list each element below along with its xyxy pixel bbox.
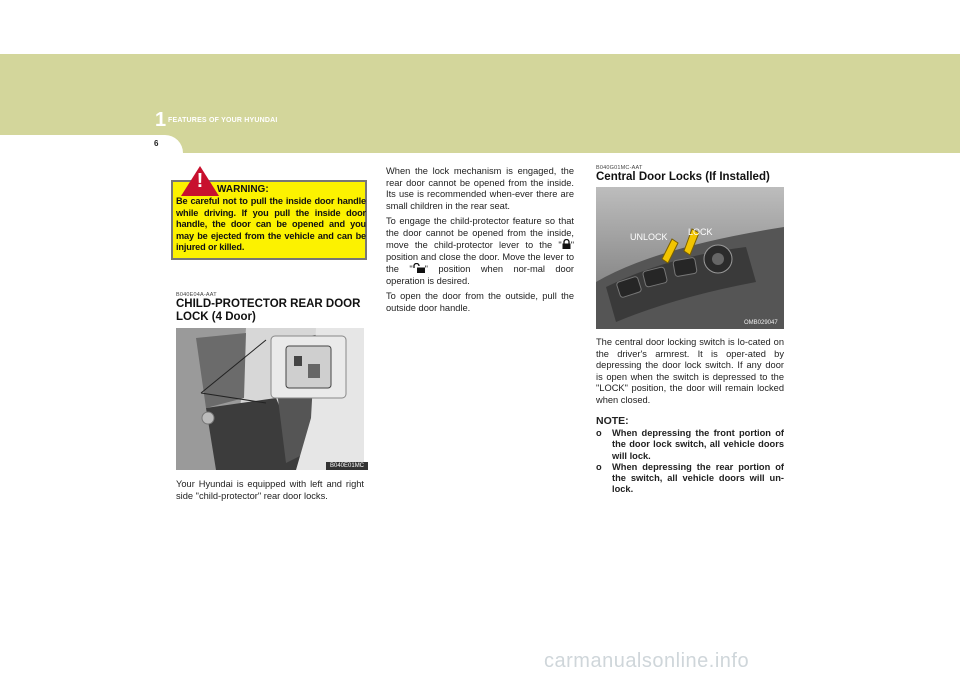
warning-text: Be careful not to pull the inside door handle while driving. If you pull the inside door handle, the door can be opened and you may be ejected from the vehicle and can be injured or killed.	[176, 196, 366, 253]
child-lock-body: Your Hyundai is equipped with left and right side "child-protector" rear door locks.	[176, 479, 364, 501]
section-code: B040E04A-AAT	[176, 292, 217, 298]
paragraph-part: To engage the child-protector feature so that the door cannot be opened from the inside, move the child-protector lever to the "	[386, 216, 574, 250]
unlock-label: UNLOCK	[630, 232, 668, 242]
paragraph: To open the door from the outside, pull the outside door handle.	[386, 291, 574, 313]
note-item	[596, 428, 784, 462]
footer-watermark: carmanualsonline.info	[544, 650, 750, 672]
switch-illustration	[596, 187, 784, 329]
warning-title: WARNING:	[217, 184, 269, 195]
section-heading-central-lock: Central Door Locks (If Installed)	[596, 171, 770, 183]
header-band	[0, 54, 960, 135]
note-item	[596, 462, 784, 496]
header-tab	[103, 135, 960, 153]
switch-photo	[596, 187, 784, 329]
photo-label: B040E01MC	[326, 462, 368, 470]
note-bullet: o	[596, 428, 602, 438]
heading-line: LOCK (4 Door)	[176, 311, 256, 323]
heading-line: CHILD-PROTECTOR REAR DOOR	[176, 298, 361, 310]
header-tab-notch	[103, 135, 183, 153]
paragraph	[386, 216, 574, 287]
door-photo	[176, 328, 364, 470]
central-lock-body: The central door locking switch is lo-cated on the driver's armrest. It is oper-ated by depressing the door lock switch. If any door is open when the switch is depressed to the "LOCK" position, the door will remain locked when closed.	[596, 337, 784, 405]
section-code: B040G01MC-AAT	[596, 165, 643, 171]
page-number: 6	[154, 139, 159, 148]
lock-closed-icon	[562, 239, 571, 249]
note-text: When depressing the front portion of the door lock switch, all vehicle doors will lock.	[612, 428, 784, 461]
lock-open-icon	[413, 263, 425, 273]
middle-column	[386, 166, 574, 318]
photo-label: OMB029047	[744, 320, 778, 326]
exclamation-icon: !	[196, 170, 204, 192]
paragraph-part: " position and close the door. Move the lever to the "	[386, 240, 574, 274]
note-list	[596, 428, 784, 496]
chapter-number: 1	[155, 109, 167, 131]
section-heading-child-lock	[176, 298, 360, 324]
door-illustration	[176, 328, 364, 470]
chapter-title: FEATURES OF YOUR HYUNDAI	[168, 117, 278, 124]
paragraph: When the lock mechanism is engaged, the rear door cannot be opened from the inside. Its use is recommended when-ever there are small children in the rear seat.	[386, 166, 574, 211]
paragraph-part: " position when nor-mal door operation is desired.	[386, 264, 574, 286]
note-text: When depressing the rear portion of the switch, all vehicle doors will un-lock.	[612, 461, 784, 495]
lock-label: LOCK	[688, 227, 713, 237]
note-bullet: o	[596, 461, 602, 472]
note-title: NOTE:	[596, 415, 629, 427]
